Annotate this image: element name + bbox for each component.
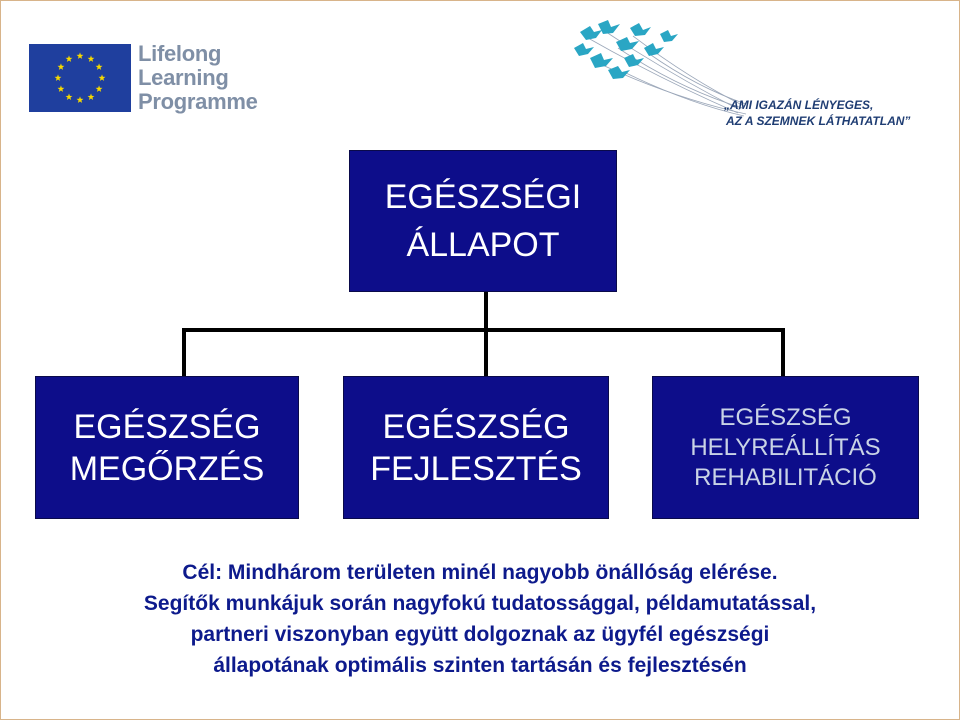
description-line-1: Segítők munkájuk során nagyfokú tudatossággal, példamutatással, xyxy=(143,592,817,615)
caption xyxy=(0,557,960,681)
box-development-line-1: EGÉSZSÉG xyxy=(382,407,570,446)
box-health-restoration xyxy=(652,376,919,519)
box-restoration-line-1: EGÉSZSÉG xyxy=(719,403,852,431)
box-health-preservation xyxy=(35,376,299,519)
llp-logo-text xyxy=(138,42,278,114)
box-restoration-line-2: HELYREÁLLÍTÁS xyxy=(690,433,881,461)
box-health-status xyxy=(349,150,617,292)
llp-line-3: Programme xyxy=(138,89,258,114)
box-restoration-line-3: REHABILITÁCIÓ xyxy=(694,463,877,491)
box-preservation-line-1: EGÉSZSÉG xyxy=(73,407,261,446)
slogan xyxy=(724,97,954,129)
box-development-line-2: FEJLESZTÉS xyxy=(370,449,582,488)
slogan-line-1: „AMI IGAZÁN LÉNYEGES, xyxy=(724,98,874,112)
box-health-status-line-1: EGÉSZSÉGI xyxy=(384,178,582,216)
description-line-2: partneri viszonyban együtt dolgoznak az ügyfél egészségi xyxy=(190,623,770,646)
slogan-line-2: AZ A SZEMNEK LÁTHATATLAN” xyxy=(726,114,911,128)
description-line-3: állapotának optimális szinten tartásán és fejlesztésén xyxy=(213,654,747,677)
eu-flag-icon xyxy=(29,44,131,112)
llp-line-2: Learning xyxy=(138,65,229,90)
goal-text: Cél: Mindhárom területen minél nagyobb önállóság elérése. xyxy=(182,561,778,584)
llp-line-1: Lifelong xyxy=(138,41,222,66)
box-health-development xyxy=(343,376,609,519)
box-preservation-line-2: MEGŐRZÉS xyxy=(69,449,265,488)
box-health-status-line-2: ÁLLAPOT xyxy=(406,226,560,264)
